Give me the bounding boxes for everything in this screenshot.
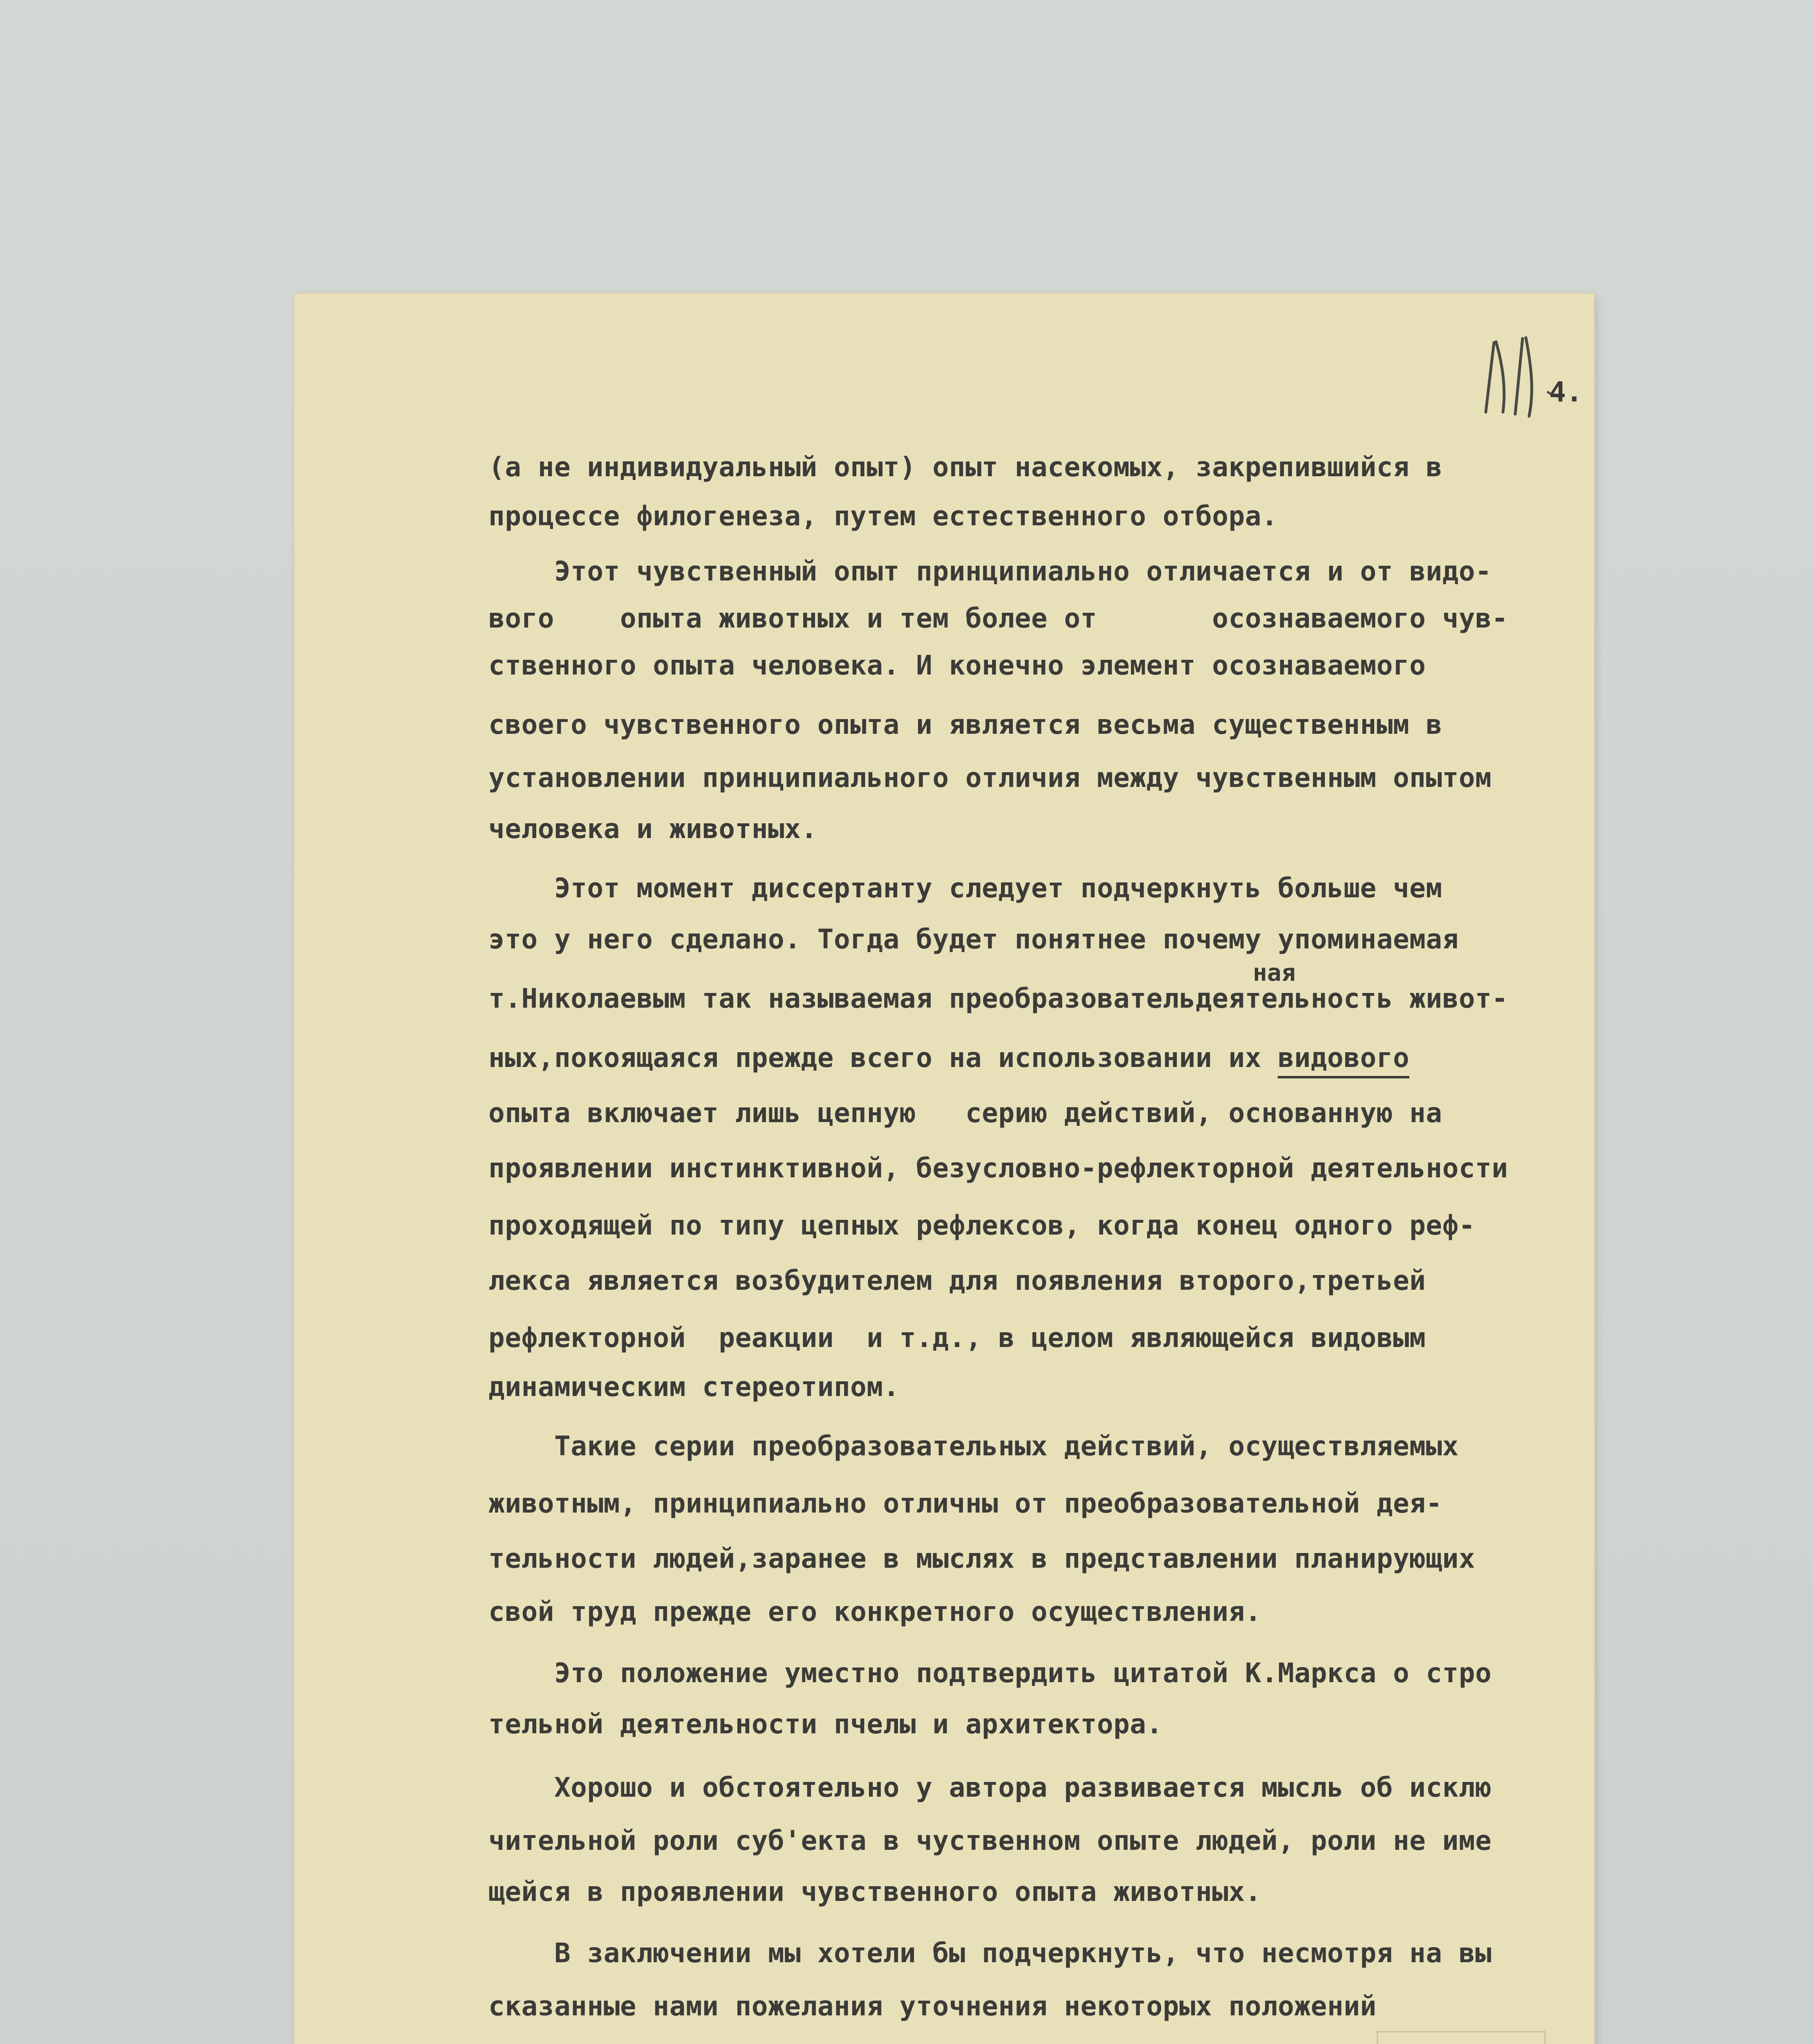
- text-line-12-main: ных,покоящаяся прежде всего на использовании их: [488, 1042, 1278, 1074]
- text-line-28: В заключении мы хотели бы подчеркнуть, что несмотря на вы: [488, 1937, 1492, 1969]
- text-line-6: своего чувственного опыта и является весьма существенным в: [488, 709, 1442, 740]
- text-line-3: Этот чувственный опыт принципиально отличается и от видо-: [488, 556, 1492, 587]
- text-line-1: (а не индивидуальный опыт) опыт насекомых, закрепившийся в: [488, 451, 1442, 483]
- text-line-2: процессе филогенеза, путем естественного отбора.: [488, 500, 1278, 532]
- handwritten-insert: ная: [1253, 959, 1296, 986]
- page-number: 4.: [1549, 376, 1583, 408]
- text-line-18: динамическим стереотипом.: [488, 1371, 900, 1403]
- text-line-19: Такие серии преобразовательных действий, осуществляемых: [488, 1430, 1459, 1462]
- text-line-21: тельности людей,заранее в мыслях в представлении планирующих: [488, 1543, 1476, 1574]
- text-line-5: ственного опыта человека. И конечно элемент осознаваемого: [488, 650, 1426, 681]
- text-line-15: проходящей по типу цепных рефлексов, когда конец одного реф-: [488, 1210, 1476, 1241]
- text-line-22: свой труд прежде его конкретного осуществления.: [488, 1596, 1262, 1627]
- text-line-9: Этот момент диссертанту следует подчеркнуть больше чем: [488, 872, 1442, 904]
- text-line-7: установлении принципиального отличия между чувственным опытом: [488, 762, 1492, 793]
- text-line-23: Это положение уместно подтвердить цитатой К.Маркса о стро: [488, 1657, 1492, 1689]
- text-line-12: [488, 1042, 1410, 1074]
- text-line-10: это у него сделано. Тогда будет понятнее почему упоминаемая: [488, 923, 1459, 955]
- text-line-20: животным, принципиально отличны от преобразовательной дея-: [488, 1488, 1442, 1519]
- text-line-14: проявлении инстинктивной, безусловно-рефлекторной деятельности: [488, 1152, 1508, 1184]
- text-line-16: лекса является возбудителем для появления второго,третьей: [488, 1265, 1426, 1296]
- text-line-24: тельной деятельности пчелы и архитектора.: [488, 1708, 1163, 1740]
- text-line-26: чительной роли суб'екта в чуственном опыте людей, роли не име: [488, 1825, 1492, 1856]
- text-line-8: человека и животных.: [488, 813, 817, 845]
- faded-archive-stamp: [1375, 2030, 1547, 2044]
- text-line-4: вого опыта животных и тем более от осознаваемого чув-: [488, 603, 1508, 634]
- text-line-13: опыта включает лишь цепную серию действий, основанную на: [488, 1097, 1442, 1129]
- text-line-17: рефлекторной реакции и т.д., в целом являющейся видовым: [488, 1322, 1426, 1354]
- text-line-29: сказанные нами пожелания уточнения некоторых положений: [488, 1990, 1377, 2022]
- text-line-11: т.Николаевым так называемая преобразовательдеятельность живот-: [488, 983, 1508, 1014]
- text-line-25: Хорошо и обстоятельно у автора развивается мысль об исклю: [488, 1772, 1492, 1803]
- text-line-27: щейся в проявлении чувственного опыта животных.: [488, 1876, 1262, 1907]
- underlined-word: видового: [1278, 1042, 1409, 1078]
